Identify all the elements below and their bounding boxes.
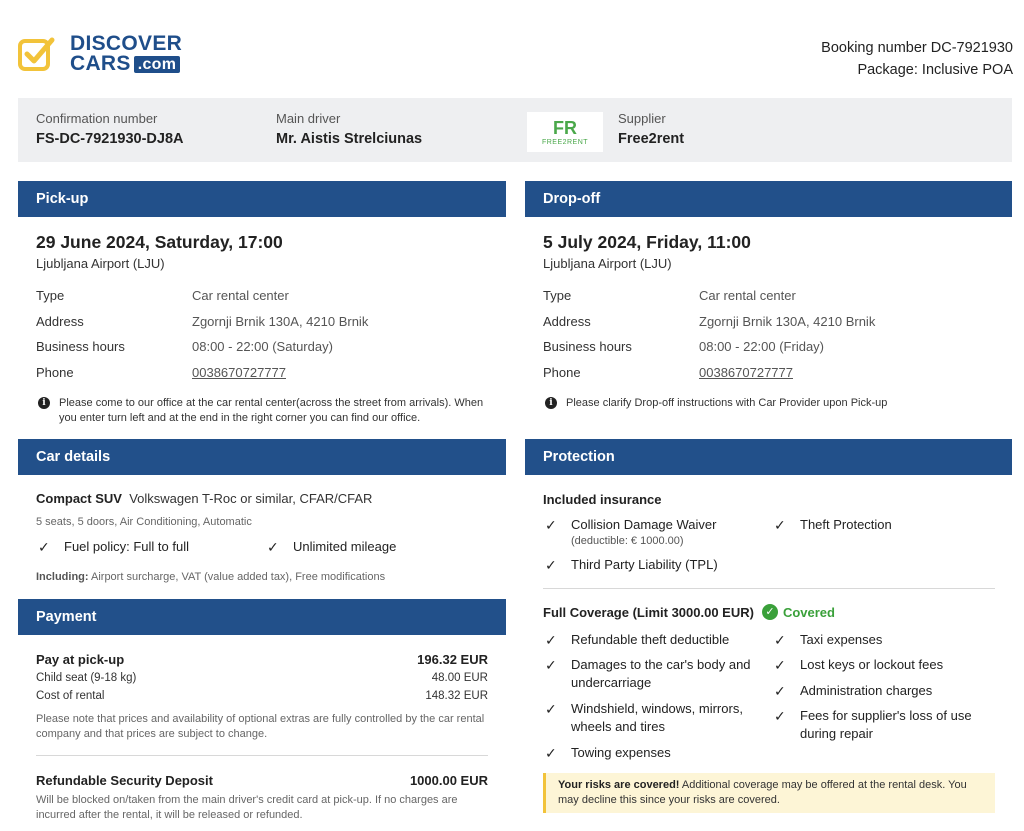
dropoff-note-text: Please clarify Drop-off instructions with Car Provider upon Pick-up	[566, 397, 888, 409]
car-details-header: Car details	[18, 439, 506, 475]
pickup-type-key: Type	[36, 288, 65, 303]
dropoff-address-key: Address	[543, 313, 591, 329]
driver-value: Mr. Aistis Strelciunas	[276, 131, 423, 147]
check-icon: ✓	[774, 683, 786, 699]
brand-com: .com	[134, 56, 181, 73]
car-category: Compact SUV	[36, 491, 122, 506]
included-insurance-title: Included insurance	[543, 492, 662, 507]
payment-line-item	[36, 672, 488, 684]
confirmation-value: FS-DC-7921930-DJ8A	[36, 131, 184, 147]
pickup-address-key: Address	[36, 313, 84, 329]
dropoff-type-key: Type	[543, 288, 572, 303]
mileage-text: Unlimited mileage	[293, 539, 397, 554]
protection-header: Protection	[525, 439, 1012, 475]
coverage-item	[545, 656, 755, 692]
pickup-hours-value: 08:00 - 22:00 (Saturday)	[192, 339, 333, 354]
payment-line-item	[36, 690, 488, 702]
pickup-details	[36, 283, 496, 387]
deposit-note: Will be blocked on/taken from the main driver's credit card at pick-up. If no charges are incurred after the rental, it will be released or refunded.	[36, 794, 458, 821]
dropoff-location: Ljubljana Airport (LJU)	[543, 256, 672, 271]
including-value: Airport surcharge, VAT (value added tax), Free modifications	[91, 571, 386, 583]
pickup-header: Pick-up	[18, 181, 506, 217]
payment-note: Please note that prices and availability of optional extras are fully controlled by the car rental company and that prices are subject to change.	[36, 713, 485, 740]
cdw-item	[545, 516, 716, 549]
theft-text: Theft Protection	[800, 517, 892, 532]
full-coverage-title	[543, 604, 835, 620]
check-icon: ✓	[774, 657, 786, 673]
brand-line1: DISCOVER	[70, 32, 183, 55]
check-icon: ✓	[267, 539, 279, 555]
brand-line2: CARS	[70, 52, 131, 75]
dropoff-hours-value: 08:00 - 22:00 (Friday)	[699, 339, 825, 354]
protection-divider	[543, 588, 995, 589]
pickup-address-value: Zgornji Brnik 130A, 4210 Brnik	[192, 313, 369, 329]
info-icon: i	[38, 397, 50, 409]
risk-covered-notice	[543, 773, 995, 813]
risk-text: Additional coverage may be offered at the rental desk. You may decline this since your risks are covered.	[558, 779, 967, 806]
dropoff-address-value: Zgornji Brnik 130A, 4210 Brnik	[699, 313, 876, 329]
coverage-item	[774, 682, 974, 700]
dropoff-header: Drop-off	[525, 181, 1012, 217]
supplier-cell	[618, 110, 684, 147]
supplier-label: Supplier	[618, 111, 666, 126]
check-icon: ✓	[545, 701, 557, 717]
mileage-item	[267, 538, 396, 556]
deposit-amount: 1000.00 EUR	[409, 773, 488, 788]
risk-bold: Your risks are covered!	[558, 779, 680, 791]
car-including	[36, 571, 385, 583]
car-model: Volkswagen T-Roc or similar, CFAR/CFAR	[129, 491, 373, 506]
check-icon: ✓	[545, 745, 557, 761]
coverage-text: Damages to the car's body and undercarriage	[571, 657, 751, 690]
dropoff-details	[543, 283, 1003, 387]
brand-logo	[18, 34, 182, 74]
covered-badge	[762, 604, 835, 620]
brand-wordmark	[70, 34, 182, 74]
tpl-text: Third Party Liability (TPL)	[571, 557, 718, 572]
driver-cell	[276, 110, 422, 147]
confirmation-label: Confirmation number	[36, 111, 158, 126]
booking-number: Booking number DC-7921930	[821, 40, 1013, 56]
cdw-deductible: (deductible: € 1000.00)	[571, 535, 684, 547]
deposit-row	[36, 773, 488, 788]
dropoff-datetime: 5 July 2024, Friday, 11:00	[543, 232, 751, 252]
tpl-item	[545, 556, 718, 574]
coverage-item	[774, 656, 974, 674]
payment-header: Payment	[18, 599, 506, 635]
pickup-note-text: Please come to our office at the car rental center(across the street from arrivals). When you enter turn left and at the end in the right corner you can find our office.	[59, 397, 484, 424]
pickup-note	[38, 396, 490, 426]
coverage-text: Taxi expenses	[800, 632, 883, 647]
coverage-item	[774, 707, 974, 743]
confirmation-cell	[36, 110, 183, 147]
check-icon: ✓	[545, 657, 557, 673]
check-icon: ✓	[38, 539, 50, 555]
supplier-logo-text: FREE2RENT	[541, 138, 589, 146]
cdw-text: Collision Damage Waiver	[571, 517, 717, 532]
coverage-item	[545, 631, 755, 649]
line-item-label: Child seat (9-18 kg)	[36, 672, 137, 684]
driver-label: Main driver	[276, 111, 341, 126]
pickup-location: Ljubljana Airport (LJU)	[36, 256, 165, 271]
supplier-logo-mark: FR	[553, 117, 577, 138]
info-icon: i	[545, 397, 557, 409]
deposit-label: Refundable Security Deposit	[36, 773, 213, 788]
pay-total: 196.32 EUR	[417, 652, 488, 667]
covered-text: Covered	[782, 604, 835, 620]
supplier-value: Free2rent	[618, 131, 685, 147]
payment-divider	[36, 755, 488, 756]
check-icon: ✓	[774, 517, 786, 533]
car-model-line	[36, 491, 372, 506]
supplier-logo	[527, 112, 603, 152]
dropoff-hours-key: Business hours	[543, 339, 632, 354]
booking-package: Package: Inclusive POA	[857, 62, 1013, 78]
dropoff-phone-key: Phone	[543, 364, 581, 380]
line-item-amount: 48.00 EUR	[431, 672, 488, 684]
check-icon: ✓	[545, 632, 557, 648]
pay-label: Pay at pick-up	[36, 652, 125, 667]
dropoff-note	[545, 396, 997, 411]
coverage-item	[545, 744, 755, 762]
pickup-hours-key: Business hours	[36, 339, 125, 354]
coverage-text: Windshield, windows, mirrors, wheels and tires	[571, 701, 743, 734]
summary-bar	[18, 98, 1012, 162]
coverage-text: Refundable theft deductible	[571, 632, 730, 647]
line-item-label: Cost of rental	[36, 690, 105, 702]
booking-info	[821, 37, 1013, 81]
coverage-text: Towing expenses	[571, 745, 671, 760]
coverage-text: Lost keys or lockout fees	[800, 657, 944, 672]
coverage-item	[545, 700, 755, 736]
pickup-datetime: 29 June 2024, Saturday, 17:00	[36, 232, 283, 252]
coverage-item	[774, 631, 974, 649]
coverage-text: Administration charges	[800, 683, 933, 698]
check-icon: ✓	[545, 517, 557, 533]
fuel-policy-item	[38, 538, 189, 556]
check-icon: ✓	[545, 557, 557, 573]
theft-item	[774, 516, 892, 534]
full-coverage-text: Full Coverage (Limit 3000.00 EUR)	[543, 604, 754, 620]
pay-at-pickup-row	[36, 652, 488, 667]
pickup-phone-key: Phone	[36, 364, 74, 380]
dropoff-phone-link[interactable]: 0038670727777	[699, 364, 793, 380]
check-icon: ✓	[774, 632, 786, 648]
check-circle-icon: ✓	[762, 604, 778, 620]
pickup-phone-link[interactable]: 0038670727777	[192, 364, 286, 380]
coverage-text: Fees for supplier's loss of use during repair	[800, 708, 972, 741]
check-icon: ✓	[774, 708, 786, 724]
fuel-policy-text: Fuel policy: Full to full	[64, 539, 189, 554]
checkbox-icon	[18, 35, 56, 73]
car-features: 5 seats, 5 doors, Air Conditioning, Automatic	[36, 516, 252, 528]
line-item-amount: 148.32 EUR	[425, 690, 488, 702]
pickup-type-value: Car rental center	[192, 288, 289, 303]
including-label: Including:	[36, 571, 89, 583]
dropoff-type-value: Car rental center	[699, 288, 796, 303]
